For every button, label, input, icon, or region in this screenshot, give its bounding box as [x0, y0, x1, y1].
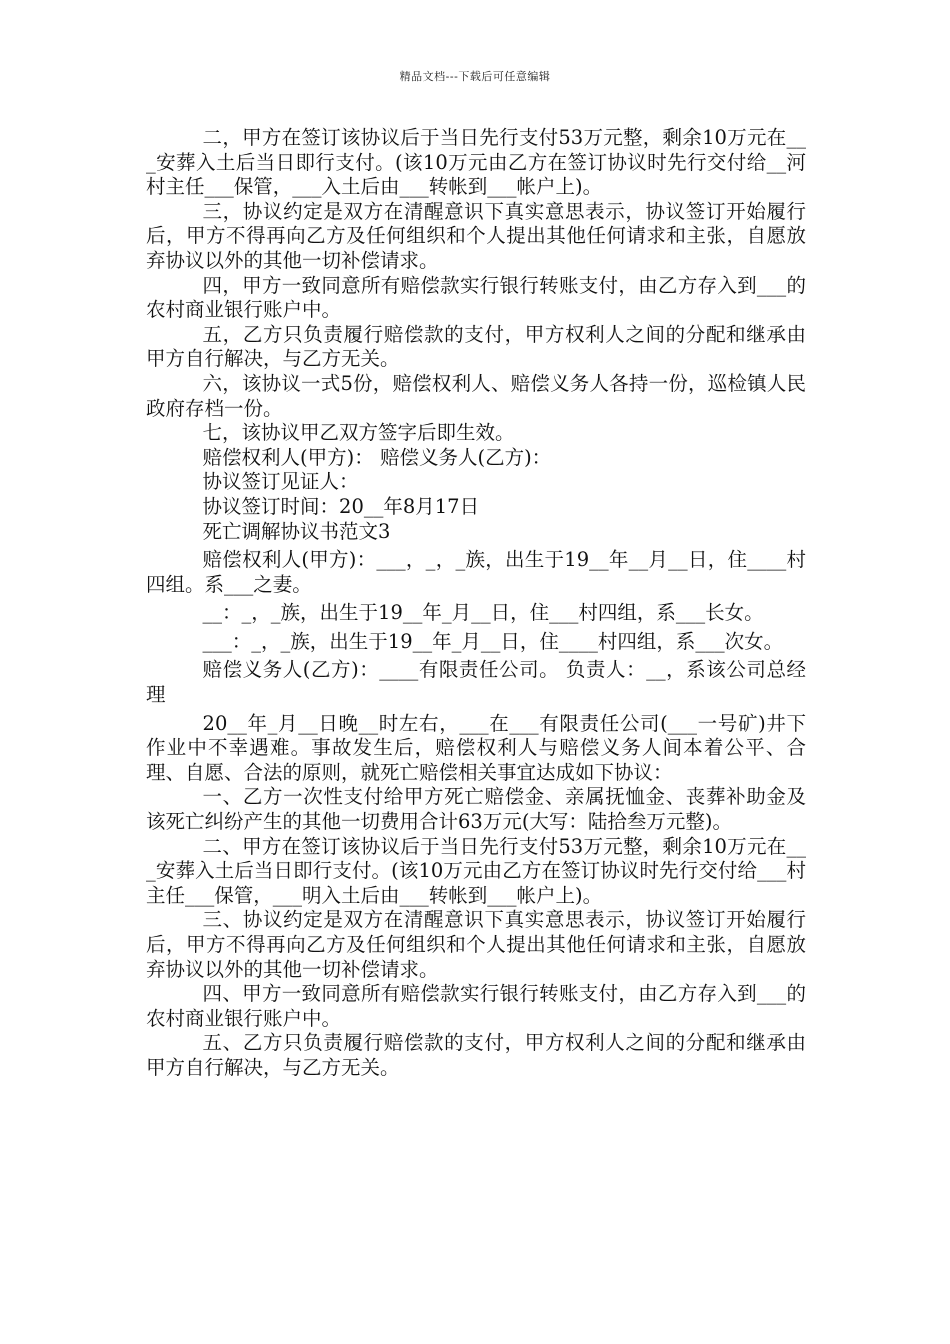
paragraph: 七，该协议甲乙双方签字后即生效。	[202, 421, 515, 445]
paragraph: __：_，_族，出生于19__年_月__日，住___村四组，系___长女。	[202, 601, 764, 625]
paragraph: 二、甲方在签订该协议后于当日先行支付53万元整，剩余10万元在___安葬入土后当日即行支付。(该10万元由乙方在签订协议时先行交付给___村主任___保管，___明入土后由___转帐到___帐户上)。	[146, 834, 806, 907]
paragraph: 五，乙方只负责履行赔偿款的支付，甲方权利人之间的分配和继承由甲方自行解决，与乙方无关。	[146, 322, 806, 371]
page-header: 精品文档---下载后可任意编辑	[399, 70, 551, 83]
paragraph: 三，协议约定是双方在清醒意识下真实意思表示，协议签订开始履行后，甲方不得再向乙方及任何组织和个人提出其他任何请求和主张，自愿放弃协议以外的其他一切补偿请求。	[146, 199, 806, 272]
paragraph: 六，该协议一式5份，赔偿权利人、赔偿义务人各持一份，巡检镇人民政府存档一份。	[146, 371, 806, 420]
paragraph: 五、乙方只负责履行赔偿款的支付，甲方权利人之间的分配和继承由甲方自行解决，与乙方无关。	[146, 1031, 806, 1079]
paragraph: 一、乙方一次性支付给甲方死亡赔偿金、亲属抚恤金、丧葬补助金及该死亡纠纷产生的其他一切费用合计63万元(大写：陆拾叁万元整)。	[146, 785, 806, 834]
signature-line: 赔偿权利人(甲方)： 赔偿义务人(乙方)：	[202, 445, 552, 469]
paragraph: 四，甲方一致同意所有赔偿款实行银行转账支付，由乙方存入到___的农村商业银行账户中。	[146, 273, 806, 322]
witness-line: 协议签订见证人：	[202, 470, 359, 494]
paragraph: 四、甲方一致同意所有赔偿款实行银行转账支付，由乙方存入到___的农村商业银行账户中。	[146, 982, 806, 1030]
document-body	[146, 126, 806, 1081]
paragraph: 赔偿义务人(乙方)：____有限责任公司。 负责人：__，系该公司总经理	[146, 658, 806, 707]
paragraph: 20__年_月__日晚__时左右，___在___有限责任公司(___一号矿)井下作业中不幸遇难。事故发生后，赔偿权利人与赔偿义务人间本着公平、合理、自愿、合法的原则，就死亡赔偿相关事宜达成如下协议：	[146, 711, 806, 784]
paragraph: 二，甲方在签订该协议后于当日先行支付53万元整，剩余10万元在___安葬入土后当日即行支付。(该10万元由乙方在签订协议时先行交付给__河村主任___保管，___入土后由___转帐到___帐户上)。	[146, 126, 806, 199]
paragraph: 三、协议约定是双方在清醒意识下真实意思表示，协议签订开始履行后，甲方不得再向乙方及任何组织和个人提出其他任何请求和主张，自愿放弃协议以外的其他一切补偿请求。	[146, 908, 806, 981]
paragraph: ___：_，_族，出生于19__年_月__日，住____村四组，系___次女。	[202, 629, 784, 653]
date-line: 协议签订时间：20__年8月17日	[202, 494, 480, 518]
paragraph: 赔偿权利人(甲方)：___，_，_族，出生于19__年__月__日，住____村四组。系___之妻。	[146, 548, 806, 596]
section-title: 死亡调解协议书范文3	[202, 519, 391, 543]
